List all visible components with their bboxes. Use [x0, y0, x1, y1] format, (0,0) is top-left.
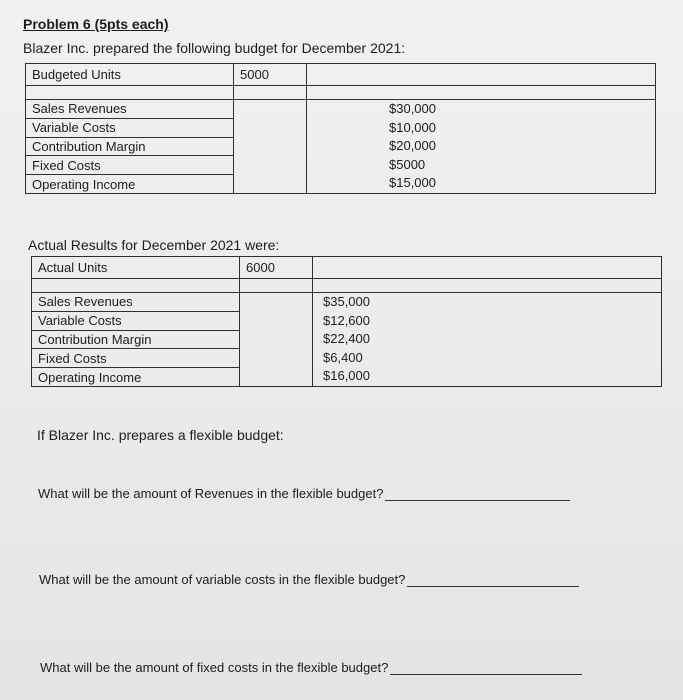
budget-intro: Blazer Inc. prepared the following budget for December 2021: — [23, 40, 406, 56]
problem-title: Problem 6 (5pts each) — [23, 16, 169, 32]
budget-label-4: Operating Income — [26, 175, 234, 194]
budget-row — [26, 100, 656, 119]
actual-units-label: Actual Units — [32, 257, 240, 279]
actual-value-2: $22,400 — [323, 331, 370, 347]
actual-values-cell — [313, 293, 662, 387]
actual-table — [31, 256, 662, 387]
question-revenues — [38, 486, 570, 501]
actual-units-empty — [313, 257, 662, 279]
budget-empty-col — [234, 100, 307, 194]
budget-values-cell — [307, 100, 656, 194]
answer-blank-fixed-costs[interactable] — [390, 660, 582, 675]
actual-intro: Actual Results for December 2021 were: — [28, 237, 280, 253]
actual-label-1: Variable Costs — [32, 311, 240, 330]
budget-units-label: Budgeted Units — [26, 64, 234, 86]
budget-table — [25, 63, 656, 194]
flexible-budget-intro: If Blazer Inc. prepares a flexible budget: — [37, 427, 284, 443]
actual-units-value: 6000 — [240, 257, 313, 279]
actual-label-2: Contribution Margin — [32, 330, 240, 349]
budget-units-value: 5000 — [234, 64, 307, 86]
budget-units-row — [26, 64, 656, 86]
actual-value-4: $16,000 — [323, 368, 370, 384]
budget-label-2: Contribution Margin — [26, 137, 234, 156]
budget-value-1: $10,000 — [389, 119, 436, 135]
actual-label-3: Fixed Costs — [32, 349, 240, 368]
actual-label-4: Operating Income — [32, 368, 240, 387]
actual-row — [32, 293, 662, 312]
question-text: What will be the amount of fixed costs in the flexible budget? — [40, 660, 389, 675]
actual-empty-col — [240, 293, 313, 387]
actual-value-1: $12,600 — [323, 312, 370, 328]
question-fixed-costs — [40, 660, 582, 675]
answer-blank-revenues[interactable] — [385, 486, 570, 501]
budget-value-4: $15,000 — [389, 175, 436, 191]
actual-units-row — [32, 257, 662, 279]
answer-blank-variable-costs[interactable] — [407, 572, 579, 587]
actual-label-0: Sales Revenues — [32, 293, 240, 312]
budget-units-empty — [307, 64, 656, 86]
budget-label-1: Variable Costs — [26, 118, 234, 137]
actual-value-3: $6,400 — [323, 349, 363, 365]
budget-value-0: $30,000 — [389, 101, 436, 116]
budget-label-3: Fixed Costs — [26, 156, 234, 175]
budget-label-0: Sales Revenues — [26, 100, 234, 119]
question-text: What will be the amount of Revenues in the flexible budget? — [38, 486, 384, 501]
question-variable-costs — [39, 572, 579, 587]
budget-value-2: $20,000 — [389, 138, 436, 154]
actual-value-0: $35,000 — [323, 294, 370, 309]
question-text: What will be the amount of variable costs in the flexible budget? — [39, 572, 406, 587]
budget-value-3: $5000 — [389, 156, 426, 172]
